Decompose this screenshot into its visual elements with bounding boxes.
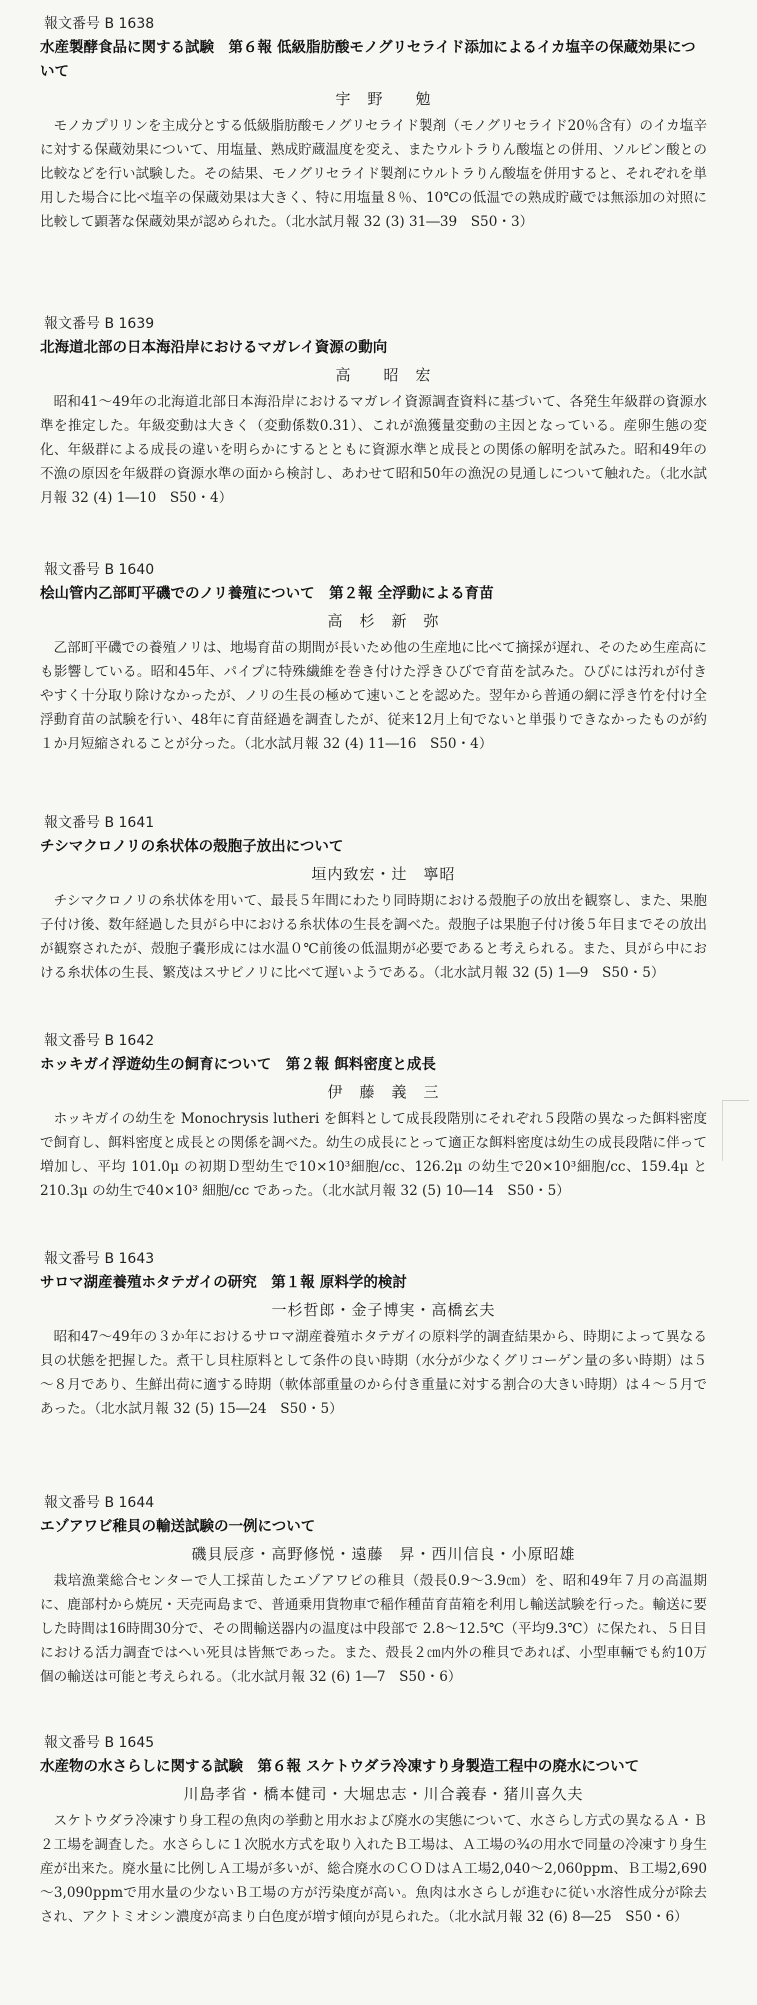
entry-authors: 宇 野 勉 — [335, 90, 432, 108]
entry-abstract: チシマクロノリの糸状体を用いて、最長５年間にわたり同時期における殻胞子の放出を観察し、また、果胞子付け後、数年経過した貝がら中における糸状体の生長を調べた。殻胞子は果胞子付け後５年目までその放出が観察されたが、殻胞子嚢形成には水温０℃前後の低温期が必要であると考えられる。また、貝がら中における糸状体の生長、繁茂はスサビノリに比べて遅いようである。（北水試月報 32 (5) 1―9 S50・5） — [40, 893, 707, 981]
entry-title: サロマ湖産養殖ホタテガイの研究 第１報 原料学的検討 — [40, 1275, 407, 1291]
entry-authors: 垣内致宏・辻 寧昭 — [311, 865, 456, 883]
entry-authors: 一杉哲郎・金子博実・高橋玄夫 — [271, 1301, 496, 1319]
entry-abstract: モノカプリリンを主成分とする低級脂肪酸モノグリセライド製剤（モノグリセライド20％含有）のイカ塩辛に対する保蔵効果について、用塩量、熟成貯蔵温度を変え、またウルトラりん酸塩との併用、ソルビン酸との比較などを行い試験した。その結果、モノグリセライド製剤にウルトラりん酸塩を併用すると、それぞれを単用した場合に比べ塩辛の保蔵効果は大きく、特に用塩量８％、10℃の低温での熟成貯蔵では無添加の対照に比較して顕著な保蔵効果が認められた。（北水試月報 32 (3) 31―39 S50・3） — [40, 118, 707, 230]
abstract-entry — [40, 1733, 707, 1983]
entry-title: 桧山管内乙部町平磯でのノリ養殖について 第２報 全浮動による育苗 — [40, 586, 494, 602]
abstract-entry — [40, 813, 707, 1031]
entry-authors: 磯貝辰彦・高野修悦・遠藤 昇・西川信良・小原昭雄 — [191, 1545, 576, 1563]
entry-abstract: 昭和47～49年の３か年におけるサロマ湖産養殖ホタテガイの原料学的調査結果から、時期によって異なる貝の状態を把握した。煮干し貝柱原料として条件の良い時期（水分が少なくグリコーゲン量の多い時期）は５～８月であり、生鮮出荷に適する時期（軟体部重量のから付き重量に対する割合の大きい時期）は４～５月であった。（北水試月報 32 (5) 15―24 S50・5） — [40, 1329, 707, 1417]
entry-title: エゾアワビ稚貝の輸送試験の一例について — [40, 1519, 316, 1535]
report-number: 報文番号 B 1645 — [44, 1735, 155, 1751]
entry-abstract: 乙部町平磯での養殖ノリは、地場育苗の期間が長いため他の生産地に比べて摘採が遅れ、そのため生産高にも影響している。昭和45年、パイプに特殊繊維を巻き付けた浮きひびで育苗を試みた。ひびには汚れが付きやすく十分取り除けなかったが、ノリの生長の極めて速いことを認めた。翌年から普通の網に浮き竹を付け全浮動育苗の試験を行い、48年に育苗経過を調査したが、従来12月上旬でないと単張りできなかったものが約１か月短縮されることが分った。（北水試月報 32 (4) 11―16 S50・4） — [40, 640, 707, 752]
report-number: 報文番号 B 1641 — [44, 815, 155, 831]
report-number: 報文番号 B 1644 — [44, 1495, 155, 1511]
abstract-entry — [40, 314, 707, 560]
entry-authors: 伊 藤 義 三 — [327, 1083, 440, 1101]
entry-abstract: 栽培漁業総合センターで人工採苗したエゾアワビの稚貝（殻長0.9～3.9㎝）を、昭和49年７月の高温期に、鹿部村から焼尻・天売両島まで、普通乗用貨物車で稲作種苗育苗箱を利用し輸送試験を行った。輸送に要した時間は16時間30分で、その間輸送器内の温度は中段部で 2.8～12.5℃（平均9.3℃）に保たれ、５日目における活力調査ではへい死貝は皆無であった。また、殻長２㎝内外の稚貝であれば、小型車輛でも約10万個の輸送は可能と考えられる。（北水試月報 32 (6) 1―7 S50・6） — [40, 1573, 707, 1685]
entry-abstract: ホッキガイの幼生を Monochrysis lutheri を餌料として成長段階別にそれぞれ５段階の異なった餌料密度で飼育し、餌料密度と成長との関係を調べた。幼生の成長にとって適正な餌料密度は幼生の成長段階に伴って増加し、平均 101.0μ の初期Ｄ型幼生で10×10³細胞/cc、126.2μ の幼生で20×10³細胞/cc、159.4μ と 210.3μ の幼生で40×10³ 細胞/cc であった。（北水試月報 32 (5) 10―14 S50・5） — [40, 1111, 707, 1199]
entry-authors: 高 杉 新 弥 — [327, 612, 440, 630]
report-number: 報文番号 B 1643 — [44, 1251, 155, 1267]
entry-title: チシマクロノリの糸状体の殻胞子放出について — [40, 839, 344, 855]
entry-title: 水産製酵食品に関する試験 第６報 低級脂肪酸モノグリセライド添加によるイカ塩辛の保蔵効果について — [40, 40, 696, 80]
scan-edge-mark — [722, 1100, 749, 1161]
report-number: 報文番号 B 1640 — [44, 562, 155, 578]
report-number: 報文番号 B 1638 — [44, 16, 155, 32]
abstract-entry — [40, 14, 707, 314]
entry-abstract: 昭和41～49年の北海道北部日本海沿岸におけるマガレイ資源調査資料に基づいて、各発生年級群の資源水準を推定した。年級変動は大きく（変動係数0.31）、これが漁獲量変動の主因となっている。産卵生態の変化、年級群による成長の違いを明らかにするとともに資源水準と成長との関係の解明を試みた。昭和49年の不漁の原因を年級群の資源水準の面から検討し、あわせて昭和50年の漁況の見通しについて触れた。（北水試月報 32 (4) 1―10 S50・4） — [40, 394, 707, 506]
entry-title: ホッキガイ浮遊幼生の飼育について 第２報 餌料密度と成長 — [40, 1057, 436, 1073]
abstract-entry — [40, 1493, 707, 1733]
report-number: 報文番号 B 1639 — [44, 316, 155, 332]
entry-abstract: スケトウダラ冷凍すり身工程の魚肉の挙動と用水および廃水の実態について、水さらし方式の異なるＡ・Ｂ２工場を調査した。水さらしに１次脱水方式を取り入れたＢ工場は、Ａ工場の¾の用水で同量の冷凍すり身生産が出来た。廃水量に比例しＡ工場が多いが、総合廃水のＣＯＤはＡ工場2,040～2,060ppm、Ｂ工場2,690～3,090ppmで用水量の少ないＢ工場の方が汚染度が高い。魚肉は水さらしが進むに従い水溶性成分が除去され、アクトミオシン濃度が高まり白色度が増す傾向が見られた。（北水試月報 32 (6) 8―25 S50・6） — [40, 1813, 707, 1925]
entry-title: 北海道北部の日本海沿岸におけるマガレイ資源の動向 — [40, 340, 388, 356]
entry-title: 水産物の水さらしに関する試験 第６報 スケトウダラ冷凍すり身製造工程中の廃水について — [40, 1759, 640, 1775]
abstract-entry — [40, 1249, 707, 1493]
entry-authors: 高 昭 宏 — [335, 366, 432, 384]
abstract-entry — [40, 560, 707, 813]
report-number: 報文番号 B 1642 — [44, 1033, 155, 1049]
entry-authors: 川島孝省・橋本健司・大堀忠志・川合義春・猪川喜久夫 — [183, 1785, 584, 1803]
abstract-entry — [40, 1031, 707, 1249]
